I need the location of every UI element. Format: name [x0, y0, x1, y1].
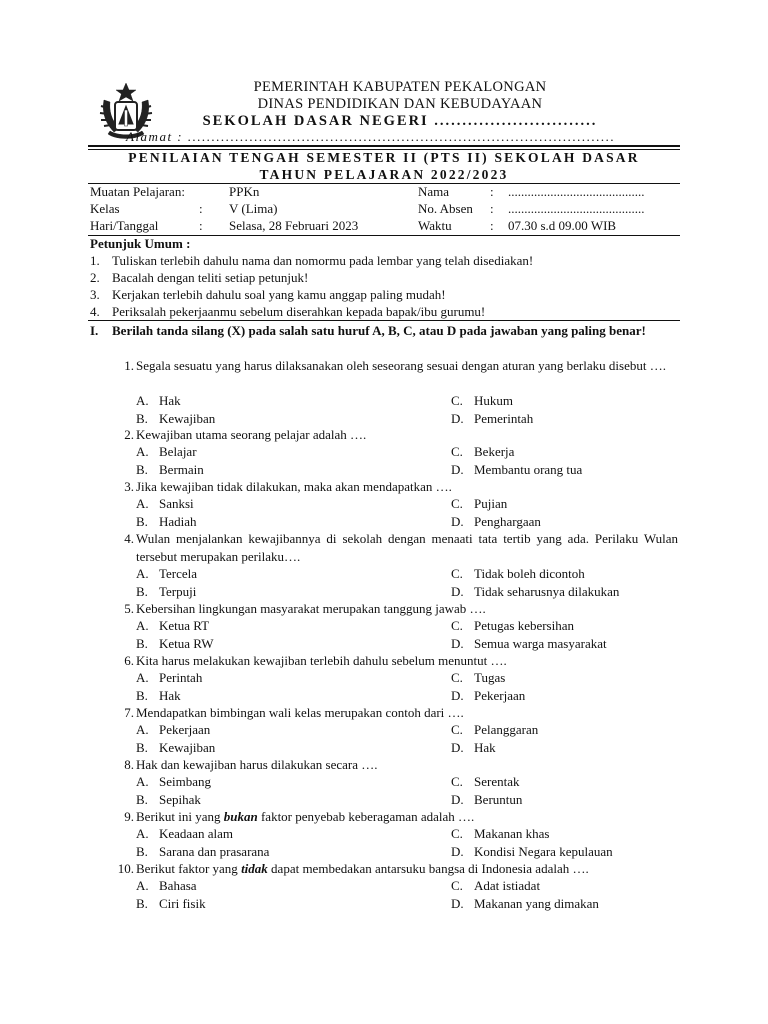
question-10 [110, 860, 678, 878]
option-text: Kondisi Negara kepulauan [474, 844, 613, 859]
option-letter: D. [451, 688, 464, 703]
option-d[interactable] [451, 688, 525, 704]
question-number: 8. [124, 757, 134, 772]
option-d[interactable] [451, 740, 496, 756]
option-text: Serentak [474, 774, 520, 789]
option-text: Penghargaan [474, 514, 541, 529]
option-letter: D. [451, 636, 464, 651]
option-text: Ketua RW [159, 636, 214, 651]
option-text: Hak [159, 393, 181, 408]
header-rule-thick [88, 145, 680, 147]
option-text: Tidak boleh dicontoh [474, 566, 585, 581]
option-letter: D. [451, 462, 464, 477]
option-text: Pelanggaran [474, 722, 539, 737]
option-b[interactable] [136, 411, 215, 427]
question-number: 5. [124, 601, 134, 616]
option-text: Tidak seharusnya dilakukan [474, 584, 620, 599]
kelas-value: V (Lima) [229, 201, 278, 216]
option-b[interactable] [136, 740, 215, 756]
option-letter: D. [451, 792, 464, 807]
option-b[interactable] [136, 584, 196, 600]
exam-title: PENILAIAN TENGAH SEMESTER II (PTS II) SEKOLAH DASAR [128, 150, 640, 165]
question-number: 1. [124, 358, 134, 373]
option-a[interactable] [136, 774, 211, 790]
option-text: Makanan khas [474, 826, 550, 841]
option-b[interactable] [136, 636, 214, 652]
option-a[interactable] [136, 444, 197, 460]
option-a[interactable] [136, 393, 181, 409]
nama-field[interactable]: .......................................... [508, 184, 645, 199]
question-text: Jika kewajiban tidak dilakukan, maka akan mendapatkan …. [136, 479, 452, 494]
waktu-value: 07.30 s.d 09.00 WIB [508, 218, 617, 233]
question-text: Kita harus melakukan kewajiban terlebih dahulu sebelum menuntut …. [136, 653, 507, 668]
option-text: Bahasa [159, 878, 197, 893]
question-7 [110, 704, 678, 722]
kelas-label: Kelas [90, 201, 120, 216]
option-text: Kewajiban [159, 740, 216, 755]
option-text: Sanksi [159, 496, 194, 511]
option-d[interactable] [451, 636, 607, 652]
option-text: Makanan yang dimakan [474, 896, 599, 911]
option-letter: D. [451, 584, 464, 599]
option-letter: B. [136, 896, 148, 911]
option-c[interactable] [451, 393, 513, 409]
option-text: Beruntun [474, 792, 523, 807]
option-a[interactable] [136, 496, 194, 512]
option-letter: C. [451, 566, 463, 581]
option-a[interactable] [136, 722, 210, 738]
option-b[interactable] [136, 792, 201, 808]
option-text: Sepihak [159, 792, 201, 807]
option-text: Ciri fisik [159, 896, 206, 911]
option-text: Seimbang [159, 774, 211, 789]
petunjuk-item: 2. Bacalah dengan teliti setiap petunjuk! [90, 270, 309, 285]
question-text: Kebersihan lingkungan masyarakat merupakan tanggung jawab …. [136, 601, 486, 616]
option-letter: D. [451, 740, 464, 755]
option-c[interactable] [451, 618, 574, 634]
absen-label: No. Absen [418, 201, 473, 216]
question-number: 3. [124, 479, 134, 494]
kop-sekolah: SEKOLAH DASAR NEGERI ............................. [202, 113, 598, 129]
option-letter: A. [136, 722, 149, 737]
option-c[interactable] [451, 496, 507, 512]
option-b[interactable] [136, 462, 204, 478]
option-text: Adat istiadat [474, 878, 541, 893]
option-a[interactable] [136, 670, 202, 686]
question-9 [110, 808, 678, 826]
option-text: Semua warga masyarakat [474, 636, 607, 651]
option-letter: D. [451, 896, 464, 911]
nama-colon: : [490, 184, 494, 199]
question-number: 2. [124, 427, 134, 442]
option-text: Kewajiban [159, 411, 216, 426]
option-letter: D. [451, 411, 464, 426]
option-text: Belajar [159, 444, 197, 459]
option-text: Ketua RT [159, 618, 210, 633]
option-a[interactable] [136, 566, 197, 582]
option-letter: B. [136, 636, 148, 651]
option-letter: A. [136, 878, 149, 893]
question-5 [110, 600, 678, 618]
option-letter: A. [136, 774, 149, 789]
waktu-colon: : [490, 218, 494, 233]
option-letter: C. [451, 670, 463, 685]
petunjuk-item: 1. Tuliskan terlebih dahulu nama dan nomormu pada lembar yang telah disediakan! [90, 253, 534, 268]
question-text: Segala sesuatu yang harus dilaksanakan oleh seseorang sesuai dengan aturan yang berlaku disebut …. [136, 358, 666, 373]
option-b[interactable] [136, 896, 206, 912]
option-letter: A. [136, 670, 149, 685]
question-number: 7. [124, 705, 134, 720]
petunjuk-item: 3. Kerjakan terlebih dahulu soal yang kamu anggap paling mudah! [90, 287, 446, 302]
option-text: Hak [159, 688, 181, 703]
option-text: Petugas kebersihan [474, 618, 575, 633]
option-text: Tugas [474, 670, 506, 685]
option-letter: C. [451, 618, 463, 633]
option-b[interactable] [136, 514, 197, 530]
waktu-label: Waktu [418, 218, 452, 233]
mapel-label: Muatan Pelajaran: [90, 184, 185, 199]
option-c[interactable] [451, 566, 585, 582]
option-letter: A. [136, 496, 149, 511]
question-8 [110, 756, 678, 774]
option-text: Keadaan alam [159, 826, 233, 841]
option-letter: C. [451, 722, 463, 737]
tanggal-label: Hari/Tanggal [90, 218, 159, 233]
question-3 [110, 478, 678, 496]
option-letter: A. [136, 393, 149, 408]
kop-dinas: DINAS PENDIDIKAN DAN KEBUDAYAAN [257, 96, 543, 112]
option-text: Bekerja [474, 444, 515, 459]
option-letter: A. [136, 826, 149, 841]
option-letter: C. [451, 444, 463, 459]
mapel-value: PPKn [229, 184, 260, 199]
option-c[interactable] [451, 670, 505, 686]
option-b[interactable] [136, 688, 181, 704]
option-d[interactable] [451, 462, 582, 478]
question-1 [110, 357, 678, 375]
option-text: Terpuji [159, 584, 197, 599]
option-b[interactable] [136, 844, 269, 860]
option-text: Membantu orang tua [474, 462, 583, 477]
question-text: Kewajiban utama seorang pelajar adalah …. [136, 427, 367, 442]
option-d[interactable] [451, 792, 522, 808]
option-d[interactable] [451, 896, 599, 912]
question-number: 10. [117, 861, 134, 876]
question-2 [110, 426, 678, 444]
option-c[interactable] [451, 878, 540, 894]
option-letter: A. [136, 618, 149, 633]
question-number: 4. [124, 531, 134, 546]
option-letter: C. [451, 878, 463, 893]
option-text: Perintah [159, 670, 203, 685]
option-letter: D. [451, 514, 464, 529]
option-letter: B. [136, 792, 148, 807]
option-text: Pekerjaan [474, 688, 526, 703]
option-c[interactable] [451, 444, 514, 460]
nama-label: Nama [418, 184, 450, 199]
section-instruction: I. Berilah tanda silang (X) pada salah satu huruf A, B, C, atau D pada jawaban yang paling benar! [90, 323, 646, 338]
petunjuk-rule [88, 320, 680, 321]
absen-colon: : [490, 201, 494, 216]
option-letter: A. [136, 566, 149, 581]
question-text: Mendapatkan bimbingan wali kelas merupakan contoh dari …. [136, 705, 464, 720]
absen-field[interactable]: .......................................... [508, 201, 645, 216]
option-text: Sarana dan prasarana [159, 844, 270, 859]
question-number: 9. [124, 809, 134, 824]
option-text: Hadiah [159, 514, 197, 529]
option-d[interactable] [451, 411, 533, 427]
option-d[interactable] [451, 584, 619, 600]
question-6 [110, 652, 678, 670]
option-letter: D. [451, 844, 464, 859]
option-letter: A. [136, 444, 149, 459]
tanggal-value: Selasa, 28 Februari 2023 [229, 218, 359, 233]
option-a[interactable] [136, 826, 233, 842]
question-text: Berikut ini yang bukan faktor penyebab keberagaman adalah …. [136, 809, 475, 824]
question-text: Berikut faktor yang tidak dapat membedakan antarsuku bangsa di Indonesia adalah …. [136, 861, 589, 876]
tanggal-colon: : [199, 218, 203, 233]
option-text: Bermain [159, 462, 204, 477]
option-text: Pemerintah [474, 411, 534, 426]
option-letter: C. [451, 774, 463, 789]
option-letter: B. [136, 514, 148, 529]
option-a[interactable] [136, 878, 197, 894]
option-text: Pekerjaan [159, 722, 211, 737]
option-text: Hak [474, 740, 496, 755]
option-c[interactable] [451, 826, 549, 842]
option-a[interactable] [136, 618, 209, 634]
option-letter: B. [136, 411, 148, 426]
question-text: Hak dan kewajiban harus dilakukan secara …. [136, 757, 378, 772]
option-letter: B. [136, 740, 148, 755]
option-letter: C. [451, 826, 463, 841]
petunjuk-item: 4. Periksalah pekerjaanmu sebelum diserahkan kepada bapak/ibu gurumu! [90, 304, 486, 319]
option-text: Pujian [474, 496, 508, 511]
kop-pemerintah: PEMERINTAH KABUPATEN PEKALONGAN [253, 79, 547, 95]
question-number: 6. [124, 653, 134, 668]
kop-alamat: Alamat : .......................................................................................... [126, 129, 616, 144]
question-4 [110, 530, 678, 566]
option-letter: C. [451, 496, 463, 511]
option-text: Tercela [159, 566, 198, 581]
option-c[interactable] [451, 722, 538, 738]
option-letter: B. [136, 584, 148, 599]
kelas-colon: : [199, 201, 203, 216]
option-letter: B. [136, 688, 148, 703]
option-text: Hukum [474, 393, 513, 408]
exam-year: TAHUN PELAJARAN 2022/2023 [259, 167, 509, 182]
petunjuk-heading: Petunjuk Umum : [90, 236, 191, 251]
option-letter: B. [136, 844, 148, 859]
option-letter: B. [136, 462, 148, 477]
option-d[interactable] [451, 514, 541, 530]
option-letter: C. [451, 393, 463, 408]
option-c[interactable] [451, 774, 519, 790]
question-text: Wulan menjalankan kewajibannya di sekolah dengan menaati tata tertib yang ada. Perilaku Wulan tersebut merupakan perilaku…. [136, 531, 678, 564]
option-d[interactable] [451, 844, 613, 860]
